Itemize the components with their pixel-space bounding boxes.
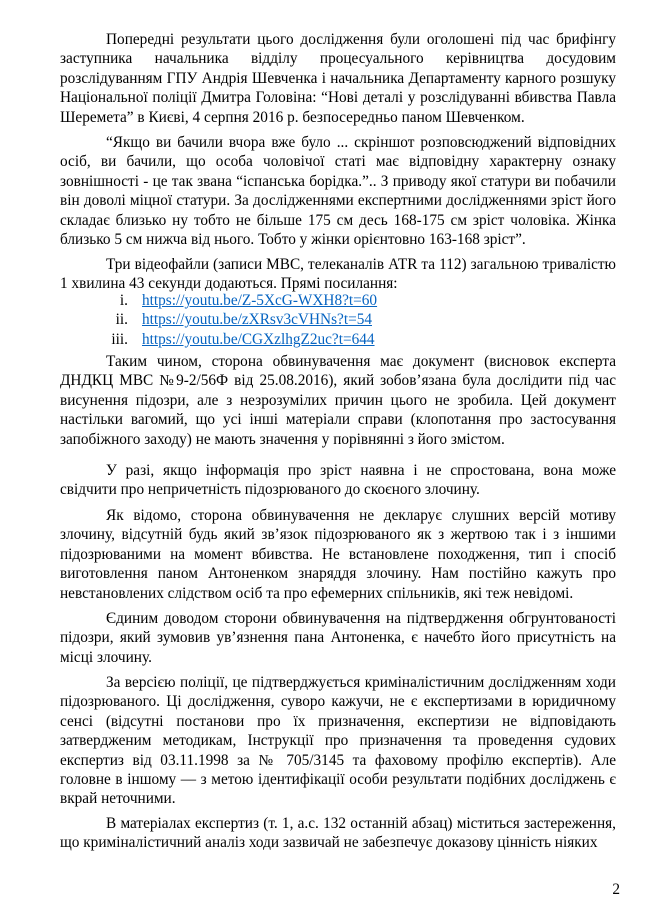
list-number: i.	[119, 292, 128, 309]
paragraph-gait-analysis: За версією поліції, це підтверджується криміналістичним дослідженням ходи підозрюваного. Ці дослідження, суворо кажучи, не є експертизами в юридичному сенсі (відсутні постанови про їх призначення, експертизи не відповідають затвердженим методикам, Інструкції про призначення та проведення судових експертиз від 03.11.1998 за № 705/3145 та фаховому профілю експертів). Але головне в іншому — з метою ідентифікації особи результати подібних досліджень є вкрай неточними.	[60, 674, 616, 808]
list-item	[60, 310, 616, 329]
list-number: iii.	[111, 330, 128, 348]
paragraph-expert-conclusion: Таким чином, сторона обвинувачення має документ (висновок експерта ДНДКЦ МВС №9-2/56Ф від 25.08.2016), який зобов’язана була дослідити під час висунення підозри, але з незрозумілих причин цього не зробила. Цей документ настільки вагомий, що усі інші матеріали справи (клопотання про застосування запобіжного заходу) не мають значення у порівнянні з його змістом.	[60, 353, 616, 448]
paragraph-expertise-materials: В матеріалах експертиз (т. 1, а.с. 132 останній абзац) міститься застереження, що криміналістичний аналіз ходи зазвичай не забезпечує доказову цінність ніяких	[60, 815, 616, 852]
paragraph-briefing: Попередні результати цього дослідження були оголошені під час брифінгу заступника начальника відділу процесуального керівництва досудовим розслідуванням ГПУ Андрія Шевченка і начальника Департаменту карного розшуку Національної поліції Дмитра Головіна: “Нові деталі у розслідуванні вбивства Павла Шеремета” в Києві, 4 серпня 2016 р. безпосередньо паном Шевченком.	[60, 31, 616, 126]
list-item	[60, 330, 616, 349]
paragraph-quote: “Якщо ви бачили вчора вже було ... скріншот розповсюджений відповідних осіб, ви бачили, що особа чоловічої статі має відповідну характерну ознаку зовнішності - це так звана “іспанська борідка.”.. З приводу якої статури ви побачили він доволі міцної статури. За дослідженнями експертними дослідженнями зріст його складає близько ну тобто не більше 175 см десь 168-175 см зріст чоловіка. Жінка близько 5 см нижча від нього. Тобто у жінки орієнтовно 163-168 зріст”.	[60, 134, 616, 249]
list-number: ii.	[115, 311, 128, 329]
list-item	[60, 291, 616, 310]
paragraph-presence: Єдиним доводом сторони обвинувачення на підтвердження обгрунтованості підозри, який зумовив ув’язнення пана Антоненка, є начебто його присутність на місці злочину.	[60, 610, 616, 666]
paragraph-videofiles: Три відеофайли (записи МВС, телеканалів АТR та 112) загальною тривалістю 1 хвилина 43 секунди додаються. Прямі посилання:	[60, 256, 616, 293]
youtube-link[interactable]: https://youtu.be/Z-5XcG-WXH8?t=60	[142, 292, 378, 309]
page-number: 2	[612, 881, 620, 898]
paragraph-motive: Як відомо, сторона обвинувачення не декларує слушних версій мотиву злочину, відсутній будь який зв’язок підозрюваного як з жертвою так і з іншими підозрюваними на момент вбивства. Не встановлене походження, тип і спосіб виготовлення паном Антоненком знаряддя злочину. Нам постійно кажуть про невстановлених слідством осіб та про ефемерних спільників, які теж невідомі.	[60, 507, 616, 602]
youtube-link[interactable]: https://youtu.be/zXRsv3cVHNs?t=54	[142, 311, 372, 329]
youtube-link[interactable]: https://youtu.be/CGXzlhgZ2uc?t=644	[142, 330, 375, 348]
paragraph-height-info: У разі, якщо інформація про зріст наявна і не спростована, вона може свідчити про непричетність підозрюваного до скоєного злочину.	[60, 462, 616, 499]
link-list	[60, 291, 616, 349]
